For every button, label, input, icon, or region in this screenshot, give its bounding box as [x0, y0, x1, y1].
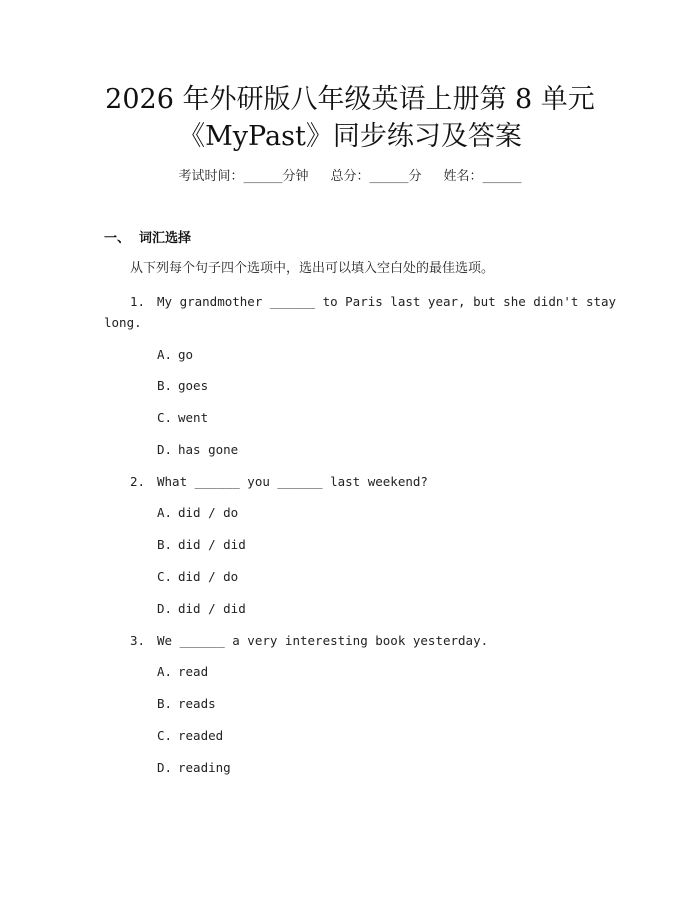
option-text: did / did: [178, 537, 246, 552]
option-text: did / did: [178, 601, 246, 616]
option-letter: A.: [157, 505, 173, 520]
option-letter: B.: [157, 696, 173, 711]
option-text: readed: [178, 728, 224, 743]
option-text: went: [178, 410, 209, 425]
exam-time: 考试时间：______分钟: [178, 169, 309, 184]
option-2d[interactable]: [157, 599, 246, 619]
option-1a[interactable]: [157, 345, 193, 365]
option-3d[interactable]: [157, 758, 231, 778]
option-2b[interactable]: [157, 535, 246, 555]
exam-total-score: 总分：______分: [330, 169, 422, 184]
option-3a[interactable]: [157, 662, 208, 682]
question-text: My grandmother ______ to Paris last year, but she didn't stay: [157, 294, 617, 309]
question-text: We ______ a very interesting book yesterday.: [157, 633, 489, 648]
option-letter: C.: [157, 569, 173, 584]
option-text: go: [178, 347, 194, 362]
option-text: read: [178, 664, 209, 679]
option-3c[interactable]: [157, 726, 223, 746]
student-name: 姓名：______: [443, 169, 522, 184]
section-title: 词汇选择: [139, 231, 192, 246]
section-heading: [104, 229, 191, 249]
option-letter: C.: [157, 410, 173, 425]
option-3b[interactable]: [157, 694, 216, 714]
question-number: 2.: [130, 474, 146, 489]
option-2c[interactable]: [157, 567, 238, 587]
option-text: has gone: [178, 442, 239, 457]
section-instruction: 从下列每个句子四个选项中，选出可以填入空白处的最佳选项。: [130, 261, 495, 276]
option-text: reading: [178, 760, 231, 775]
option-1c[interactable]: [157, 408, 208, 428]
section-number: 一、: [104, 231, 131, 246]
option-letter: A.: [157, 347, 173, 362]
option-text: goes: [178, 378, 209, 393]
option-letter: D.: [157, 601, 173, 616]
option-letter: D.: [157, 442, 173, 457]
option-letter: C.: [157, 728, 173, 743]
option-1b[interactable]: [157, 376, 208, 396]
question-text-continued: long.: [104, 315, 142, 330]
option-letter: B.: [157, 537, 173, 552]
question-number: 3.: [130, 633, 146, 648]
option-text: did / do: [178, 505, 239, 520]
question-text: What ______ you ______ last weekend?: [157, 474, 428, 489]
document-title-line1: 2026 年外研版八年级英语上册第 8 单元: [105, 84, 595, 115]
question-number: 1.: [130, 294, 146, 309]
document-title-line2: 《MyPast》同步练习及答案: [178, 121, 522, 152]
option-letter: B.: [157, 378, 173, 393]
option-text: did / do: [178, 569, 239, 584]
option-letter: D.: [157, 760, 173, 775]
option-1d[interactable]: [157, 440, 238, 460]
exam-meta: [0, 167, 700, 187]
option-letter: A.: [157, 664, 173, 679]
option-text: reads: [178, 696, 216, 711]
option-2a[interactable]: [157, 503, 238, 523]
